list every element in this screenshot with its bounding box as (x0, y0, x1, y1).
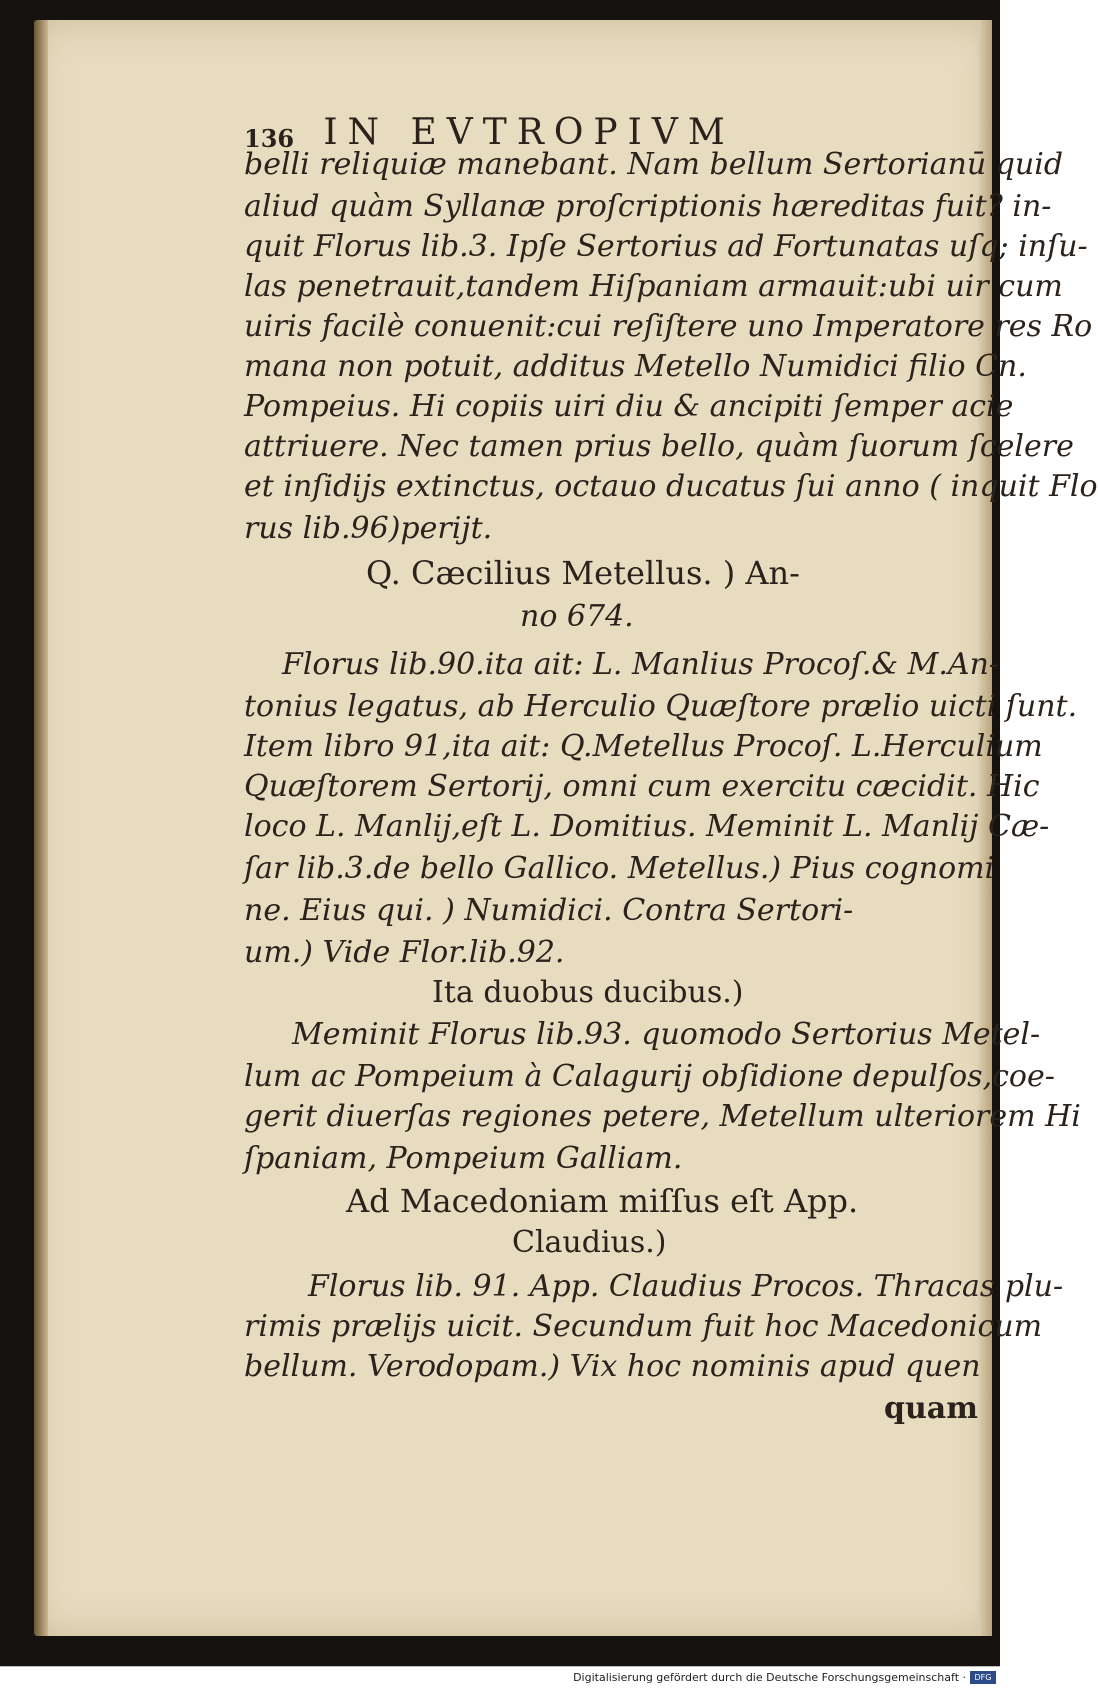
text-line: belli reliquiæ manebant. Nam bellum Sertorianū quid (244, 147, 1064, 182)
section-heading: Q. Cæcilius Metellus. ) An- (366, 554, 800, 592)
text-line: Pompeius. Hi copiis uiri diu & ancipiti ſemper acie (244, 389, 1014, 424)
text-line: Florus lib. 91. App. Claudius Procos. Thracas plu- (308, 1269, 1064, 1304)
text-line: gerit diuerſas regiones petere, Metellum ulteriorem Hi (244, 1099, 1081, 1134)
running-title: IN EVTROPIVM (323, 112, 735, 153)
text-line: ſar lib.3.de bello Gallico. Metellus.) Pius cognomi (244, 851, 995, 886)
text-line: mana non potuit, additus Metello Numidici filio Cn. (244, 349, 1027, 384)
text-line: aliud quàm Syllanæ proſcriptionis hæreditas fuit? in- (244, 189, 1052, 224)
digitization-credit-bar (0, 1666, 1000, 1688)
text-line: Item libro 91,ita ait: Q.Metellus Procoſ. L.Herculium (244, 729, 1043, 764)
section-heading: Claudius.) (512, 1225, 667, 1260)
text-line: loco L. Manlij,eſt L. Domitius. Meminit L. Manlij Cæ- (244, 809, 1050, 844)
text-line: attriuere. Nec tamen prius bello, quàm ſuorum ſcelere (244, 429, 1074, 464)
text-line: lum ac Pompeium à Calagurij obſidione depulſos,coe- (244, 1059, 1055, 1094)
page-gutter-shadow (34, 20, 48, 1636)
text-line: bellum. Verodopam.) Vix hoc nominis apud quen (244, 1349, 981, 1384)
catchword: quam (884, 1391, 978, 1426)
section-heading: Ita duobus ducibus.) (432, 975, 744, 1010)
text-line: tonius legatus, ab Herculio Quæſtore prælio uicti ſunt. (244, 689, 1078, 724)
text-line: Quæſtorem Sertorij, omni cum exercitu cæcidit. Hic (244, 769, 1040, 804)
text-line: ne. Eius qui. ) Numidici. Contra Sertori- (244, 893, 854, 928)
text-line: ſpaniam, Pompeium Galliam. (244, 1141, 683, 1176)
text-line: Florus lib.90.ita ait: L. Manlius Procoſ.& M.An- (282, 647, 1000, 682)
text-line: Meminit Florus lib.93. quomodo Sertorius Metel- (292, 1017, 1041, 1052)
text-line: quit Florus lib.3. Ipſe Sertorius ad Fortunatas uſq; inſu- (244, 229, 1088, 264)
text-line: no 674. (520, 599, 634, 634)
text-line: uiris facilè conuenit:cui reſiſtere uno Imperatore res Ro (244, 309, 1093, 344)
credit-text: Digitalisierung gefördert durch die Deutsche Forschungsgemeinschaft · (573, 1671, 966, 1684)
page-number: 136 (244, 124, 295, 153)
dfg-logo: DFG (970, 1671, 996, 1684)
text-line: las penetrauit,tandem Hiſpaniam armauit:ubi uir cum (244, 269, 1063, 304)
text-line: et inſidijs extinctus, octauo ducatus ſui anno ( inquit Flo (244, 469, 1098, 504)
text-line: um.) Vide Flor.lib.92. (244, 935, 565, 970)
text-line: rimis prælijs uicit. Secundum fuit hoc Macedonicum (244, 1309, 1043, 1344)
section-heading: Ad Macedoniam miſſus eſt App. (346, 1182, 859, 1220)
text-line: rus lib.96)perijt. (244, 511, 493, 546)
